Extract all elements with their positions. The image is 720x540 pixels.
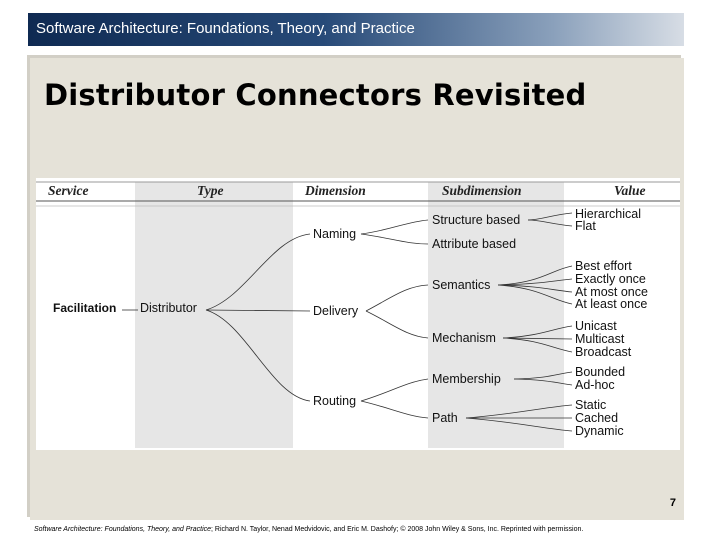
column-header-value: Value (614, 183, 646, 198)
value-flat: Flat (575, 219, 596, 233)
node-routing: Routing (313, 394, 357, 408)
header-title: Software Architecture: Foundations, Theory, and Practice (36, 20, 415, 37)
node-semantics: Semantics (432, 278, 491, 292)
edge-routing-membership (361, 379, 428, 401)
edge-naming-attribute (361, 234, 428, 244)
node-mechanism: Mechanism (432, 331, 496, 345)
node-facilitation: Facilitation (53, 301, 117, 315)
node-structure-based: Structure based (432, 213, 521, 227)
value-unicast: Unicast (575, 319, 617, 333)
value-at-least-once: At least once (575, 297, 648, 311)
node-delivery: Delivery (313, 304, 359, 318)
value-bounded: Bounded (575, 365, 626, 379)
footer-book-title: Software Architecture: Foundations, Theory, and Practice (34, 526, 212, 533)
footer-credits: ; Richard N. Taylor, Nenad Medvidovic, and Eric M. Dashofy; © 2008 John Wiley & Sons, Inc. Reprinted with permission. (211, 526, 584, 533)
edge-delivery-mechanism (366, 311, 428, 338)
type-column-band (135, 182, 293, 448)
column-header-type: Type (197, 183, 224, 198)
page-number: 7 (669, 497, 676, 509)
taxonomy-diagram (36, 178, 680, 450)
value-dynamic: Dynamic (575, 424, 624, 438)
footer-citation (34, 526, 583, 533)
node-membership: Membership (432, 372, 501, 386)
value-exactly-once: Exactly once (575, 272, 646, 286)
node-distributor: Distributor (140, 301, 197, 315)
value-static: Static (575, 398, 607, 412)
value-at-most-once: At most once (575, 285, 648, 299)
node-naming: Naming (313, 227, 357, 241)
node-path: Path (432, 411, 458, 425)
value-cached: Cached (575, 411, 619, 425)
edge-naming-structure (361, 220, 428, 234)
value-best-effort: Best effort (575, 259, 632, 273)
slide-title: Distributor Connectors Revisited (44, 78, 587, 112)
node-attribute-based: Attribute based (432, 237, 517, 251)
edge-delivery-semantics (366, 285, 428, 311)
column-header-dimension: Dimension (305, 183, 366, 198)
value-hierarchical: Hierarchical (575, 207, 641, 221)
value-ad-hoc: Ad-hoc (575, 378, 615, 392)
value-broadcast: Broadcast (575, 345, 632, 359)
column-header-service: Service (48, 183, 89, 198)
edge-routing-path (361, 401, 428, 418)
value-multicast: Multicast (575, 332, 625, 346)
column-header-subdimension: Subdimension (442, 183, 522, 198)
header-bar (28, 13, 684, 46)
